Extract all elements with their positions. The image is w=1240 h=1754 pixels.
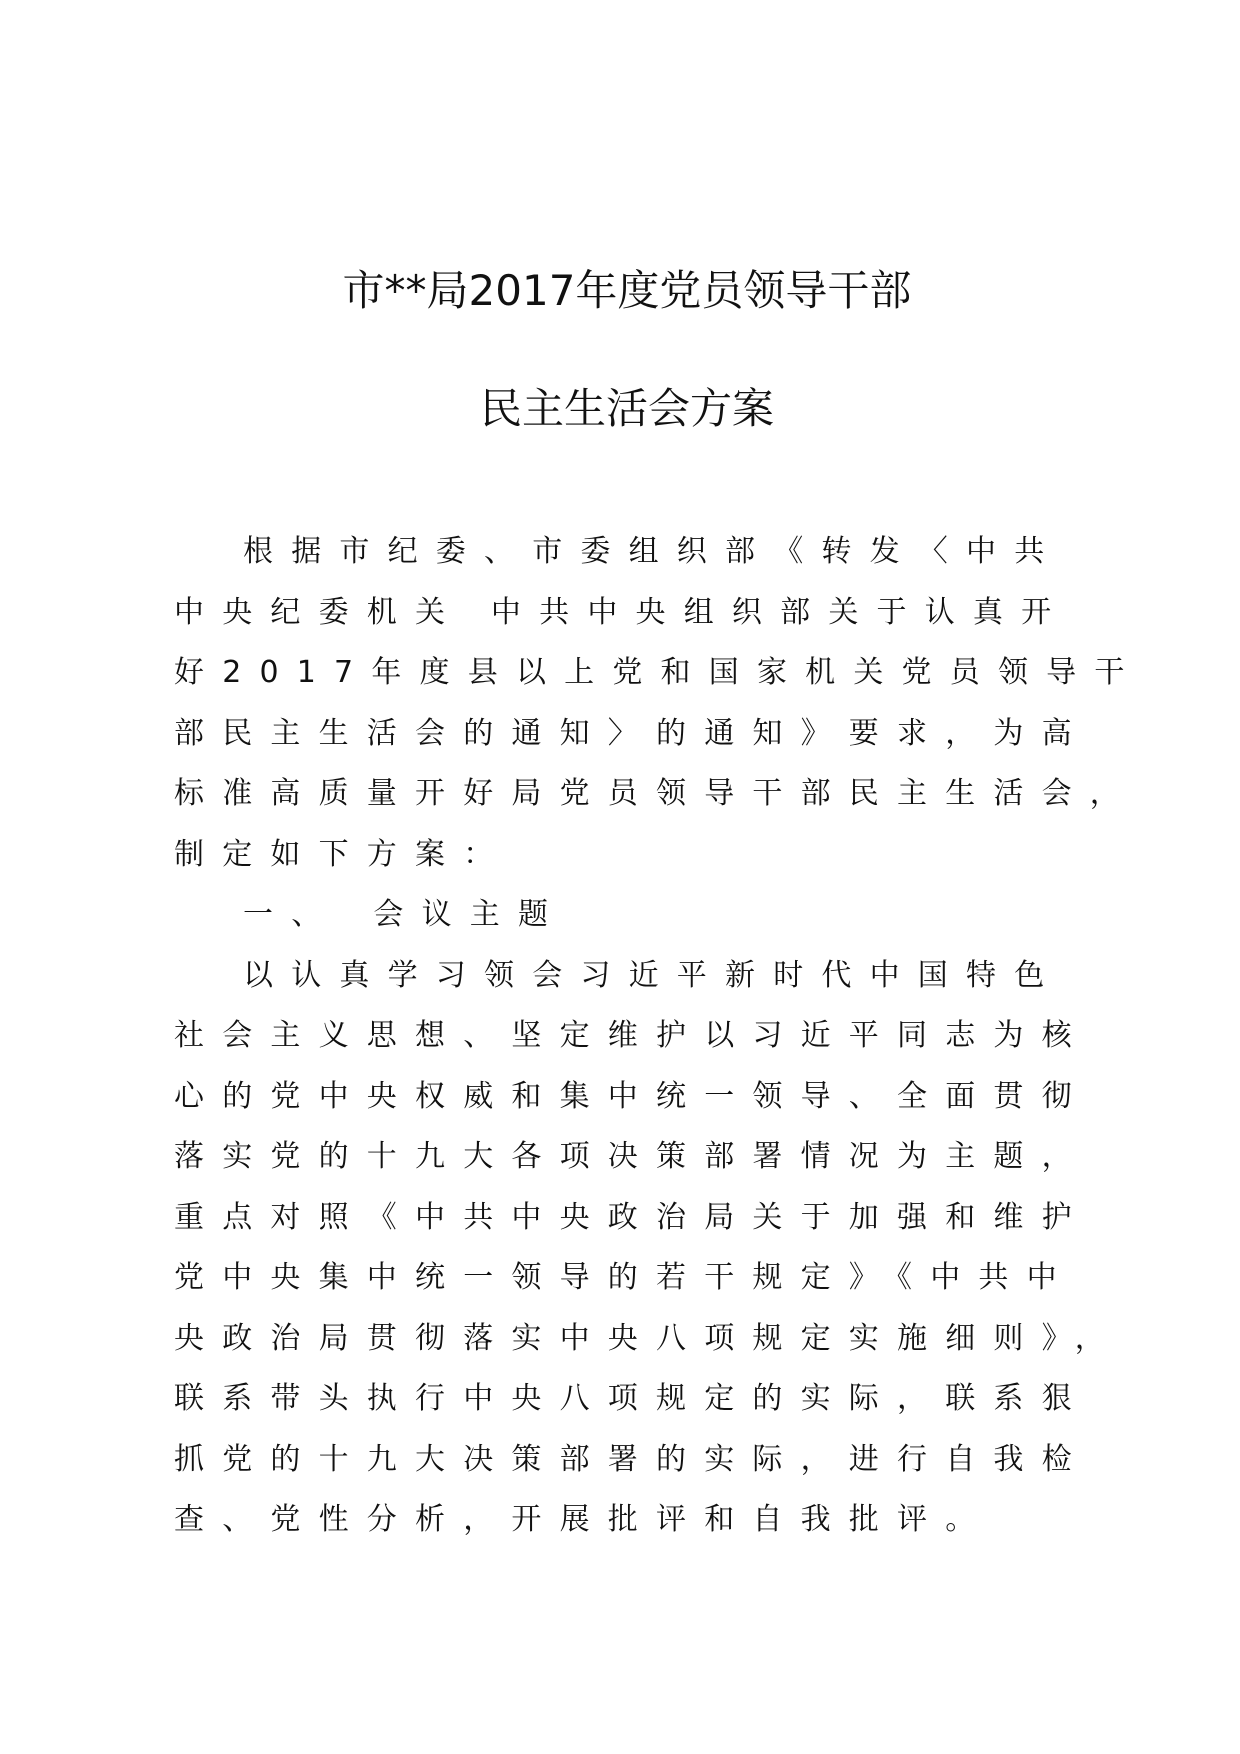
- paragraph-line: 部民主生活会的通知〉的通知》要求，为高: [174, 715, 1090, 751]
- document-title-line-1: 市**局2017年度党员领导干部: [342, 266, 912, 315]
- paragraph-line: 党中央集中统一领导的若干规定》《中共中: [174, 1260, 1075, 1295]
- paragraph-theme: [174, 956, 1234, 1561]
- paragraph-line: 以认真学习领会习近平新时代中国特色: [243, 957, 1063, 993]
- paragraph-line: 查、党性分析，开展批评和自我批评。: [174, 1502, 994, 1537]
- paragraph-line: 心的党中央权威和集中统一领导、全面贯彻: [174, 1078, 1090, 1114]
- paragraph-line: 社会主义思想、坚定维护以习近平同志为核: [174, 1018, 1090, 1053]
- paragraph-line: 中央纪委机关 中共中央组织部关于认真开: [174, 594, 1070, 630]
- document-title-line-2: 民主生活会方案: [479, 384, 774, 433]
- paragraph-line: 标准高质量开好局党员领导干部民主生活会，: [174, 776, 1138, 811]
- paragraph-line: 联系带头执行中央八项规定的实际，联系狠: [174, 1381, 1090, 1416]
- paragraph-line: 好2017年度县以上党和国家机关党员领导干: [174, 655, 1143, 690]
- paragraph-line: 落实党的十九大各项决策部署情况为主题，: [174, 1139, 1090, 1174]
- paragraph-line: 央政治局贯彻落实中央八项规定实施细则》，: [174, 1320, 1123, 1356]
- paragraph-line: 制定如下方案：: [174, 836, 512, 872]
- paragraph-line: 根据市纪委、市委组织部《转发〈中共: [243, 534, 1063, 569]
- section-number: 一、: [243, 897, 340, 932]
- paragraph-line: 重点对照《中共中央政治局关于加强和维护: [174, 1199, 1090, 1235]
- paragraph-line: 抓党的十九大决策部署的实际，进行自我检: [174, 1441, 1090, 1477]
- section-heading: [174, 895, 1234, 956]
- document-body: [174, 532, 1234, 1561]
- paragraph-intro: [174, 532, 1234, 895]
- section-title: 会议主题: [373, 897, 567, 932]
